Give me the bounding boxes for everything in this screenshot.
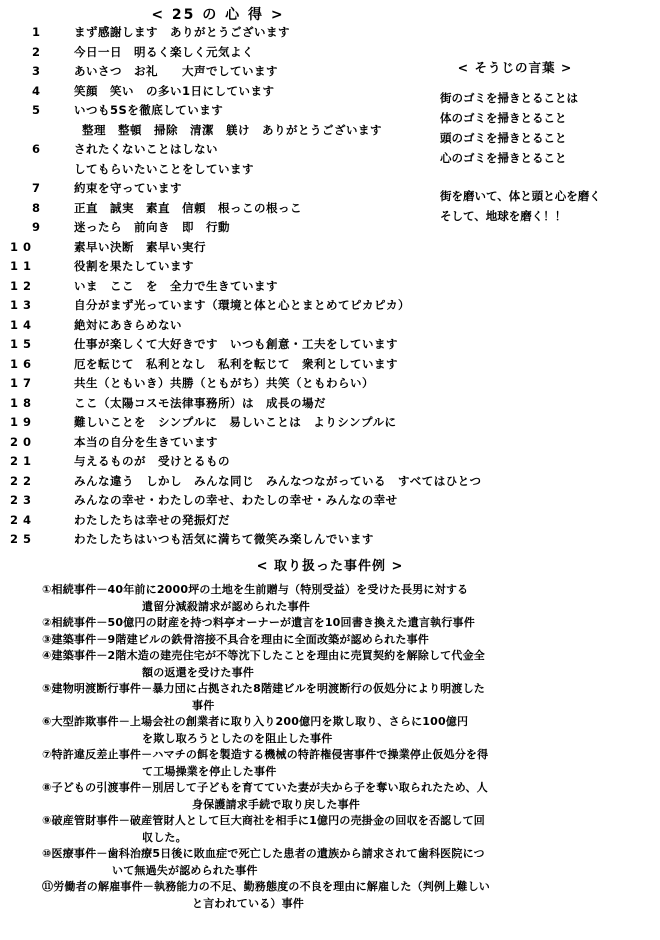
motto-item (10, 530, 450, 550)
case-line: ⑤建物明渡断行事件－暴力団に占拠された8階建ビルを明渡断行の仮処分により明渡した (42, 682, 485, 695)
motto-number: 19 (10, 415, 37, 429)
case-item (42, 615, 642, 632)
cleaning-line: 心のゴミを掃きとること (440, 151, 567, 165)
motto-number: 23 (10, 493, 37, 507)
motto-item (10, 491, 450, 511)
motto-item (10, 101, 450, 121)
motto-number: 25 (10, 532, 37, 546)
motto-number: 15 (10, 337, 37, 351)
motto-continuation: 整理 整頓 掃除 清潔 躾け ありがとうございます (82, 122, 382, 137)
motto-number: 8 (32, 200, 41, 215)
motto-item (10, 199, 450, 219)
motto-item (10, 257, 450, 277)
motto-text: 役割を果たしています (74, 259, 194, 273)
motto-item (10, 179, 450, 199)
motto-number: 13 (10, 298, 37, 312)
motto-text: されたくないことはしない (74, 142, 218, 156)
case-line-continuation: て工場操業を停止した事件 (142, 764, 277, 778)
case-line: ④建築事件－2階木造の建売住宅が不等沈下したことを理由に売買契約を解除して代金全 (42, 649, 485, 662)
motto-number: 12 (10, 278, 37, 293)
motto-item (10, 511, 450, 531)
case-item (42, 846, 642, 879)
motto-number: 20 (10, 434, 37, 449)
case-item (42, 681, 642, 714)
case-item (42, 780, 642, 813)
case-line-continuation: いて無過失が認められた事件 (112, 863, 258, 877)
motto-number: 17 (10, 376, 37, 390)
motto-text: いま ここ を 全力で生きています (74, 278, 278, 293)
motto-text: 厄を転じて 私利となし 私利を転じて 衆利としています (74, 356, 398, 371)
case-item (42, 813, 642, 846)
motto-text: わたしたちはいつも活気に満ちて微笑み楽しんでいます (74, 532, 374, 546)
case-line: ⑧子どもの引渡事件－別居して子どもを育てていた妻が夫から子を奪い取られたため、人 (42, 781, 488, 794)
motto-number: 1 (32, 25, 41, 39)
case-line-continuation: を欺し取ろうとしたのを阻止した事件 (142, 731, 333, 745)
motto-text: 約束を守っています (74, 181, 182, 195)
motto-text: 絶対にあきらめない (74, 317, 182, 332)
motto-number: 4 (32, 83, 41, 98)
case-item (42, 714, 642, 747)
case-line: ①相続事件－40年前に2000坪の土地を生前贈与（特別受益）を受けた長男に対する (42, 583, 469, 596)
motto-item (10, 374, 450, 394)
motto-text: わたしたちは幸せの発振灯だ (74, 512, 230, 527)
motto-item (10, 218, 450, 238)
motto-text: みんな違う しかし みんな同じ みんなつながっている すべてはひとつ (74, 473, 482, 488)
motto-item (10, 316, 450, 336)
motto-item (10, 238, 450, 258)
motto-item (10, 296, 450, 316)
motto-text: まず感謝します ありがとうございます (74, 25, 290, 39)
motto-text: 今日一日 明るく楽しく元気よく (74, 44, 254, 59)
motto-text: 与えるものが 受けとるもの (74, 454, 230, 468)
case-item (42, 747, 642, 780)
motto-text: 仕事が楽しくて大好きです いつも創意・工夫をしています (74, 337, 398, 351)
motto-item (10, 452, 450, 472)
case-line-continuation: 事件 (192, 698, 215, 712)
case-item (42, 632, 642, 649)
motto-number: 2 (32, 44, 41, 59)
motto-item (10, 23, 450, 43)
motto-text: みんなの幸せ・わたしの幸せ、わたしの幸せ・みんなの幸せ (74, 493, 398, 507)
motto-number: 3 (32, 64, 41, 78)
motto-number: 5 (32, 103, 41, 117)
motto-item (10, 62, 450, 82)
motto-continuation: してもらいたいことをしています (74, 161, 254, 176)
motto-text: 本当の自分を生きています (74, 434, 218, 449)
motto-text: いつも5Sを徹底しています (74, 103, 224, 117)
mottos-title: < 25 の 心 得 > (151, 7, 285, 23)
case-item (42, 582, 642, 615)
motto-number: 7 (32, 181, 41, 195)
cleaning-title: < そうじの言葉 > (457, 60, 573, 75)
motto-item (10, 82, 450, 102)
motto-item (10, 472, 482, 492)
motto-text: 共生（ともいき）共勝（ともがち）共笑（ともわらい） (74, 376, 374, 390)
motto-item (10, 413, 450, 433)
motto-number: 18 (10, 395, 37, 410)
cleaning-box (440, 58, 650, 226)
motto-item (10, 433, 450, 453)
case-line-continuation: 収した。 (142, 830, 187, 844)
motto-number: 11 (10, 259, 37, 273)
mottos-list (10, 23, 482, 550)
motto-item (10, 355, 450, 375)
cleaning-line: 街のゴミを掃きとることは (440, 91, 578, 105)
case-line: ②相続事件－50億円の財産を持つ料亭オーナーが遺言を10回書き換えた遺言執行事件 (42, 616, 475, 629)
motto-text: 難しいことを シンプルに 易しいことは よりシンプルに (74, 415, 397, 429)
cases-title: < 取り扱った事件例 > (256, 559, 404, 574)
motto-text: あいさつ お礼 大声でしています (74, 64, 278, 78)
cases-list (42, 582, 642, 912)
case-line-continuation: と言われている）事件 (192, 896, 304, 910)
cleaning-line: 頭のゴミを掃きとること (440, 131, 567, 145)
motto-item (10, 394, 450, 414)
motto-item (10, 277, 450, 297)
case-line: ⑪労働者の解雇事件－執務能力の不足、勤務態度の不良を理由に解雇した（判例上難しい (42, 880, 490, 893)
motto-number: 21 (10, 454, 37, 468)
motto-number: 9 (32, 220, 41, 234)
motto-number: 16 (10, 356, 37, 371)
cleaning-closing: そして、地球を磨く！！ (440, 209, 567, 223)
case-line: ⑨破産管財事件－破産管財人として巨大商社を相手に1億円の売掛金の回収を否認して回 (42, 814, 485, 827)
case-line: ⑩医療事件－歯科治療5日後に敗血症で死亡した患者の遺族から請求されて歯科医院につ (42, 847, 485, 860)
case-line-continuation: 身保護請求手続で取り戻した事件 (192, 797, 360, 811)
motto-text: 自分がまず光っています（環境と体と心とまとめてピカピカ） (74, 298, 410, 312)
motto-number: 6 (32, 142, 41, 156)
cleaning-line: 体のゴミを掃きとること (440, 111, 567, 125)
motto-item (10, 335, 450, 355)
case-item (42, 879, 642, 912)
motto-item (10, 43, 450, 63)
case-line: ⑥大型詐欺事件－上場会社の創業者に取り入り200億円を欺し取り、さらに100億円 (42, 715, 469, 728)
motto-text: 笑顔 笑い の多い1日にしています (74, 83, 275, 98)
motto-number: 14 (10, 317, 37, 332)
case-line: ⑦特許違反差止事件－ハマチの餌を製造する機械の特許権侵害事件で操業停止仮処分を得 (42, 748, 489, 761)
motto-text: 素早い決断 素早い実行 (74, 239, 206, 254)
motto-number: 10 (10, 239, 37, 254)
case-item (42, 648, 642, 681)
cleaning-closing: 街を磨いて、体と頭と心を磨く (440, 189, 601, 203)
motto-text: 正直 誠実 素直 信頼 根っこの根っこ (74, 200, 302, 215)
motto-text: 迷ったら 前向き 即 行動 (74, 220, 230, 234)
case-line-continuation: 遺留分減殺請求が認められた事件 (142, 599, 310, 613)
motto-item (10, 140, 450, 160)
motto-number: 24 (10, 512, 37, 527)
case-line-continuation: 額の返還を受けた事件 (142, 665, 254, 679)
motto-number: 22 (10, 473, 37, 488)
motto-text: ここ（太陽コスモ法律事務所）は 成長の場だ (74, 395, 326, 410)
case-line: ③建築事件－9階建ビルの鉄骨溶接不具合を理由に全面改築が認められた事件 (42, 632, 429, 646)
